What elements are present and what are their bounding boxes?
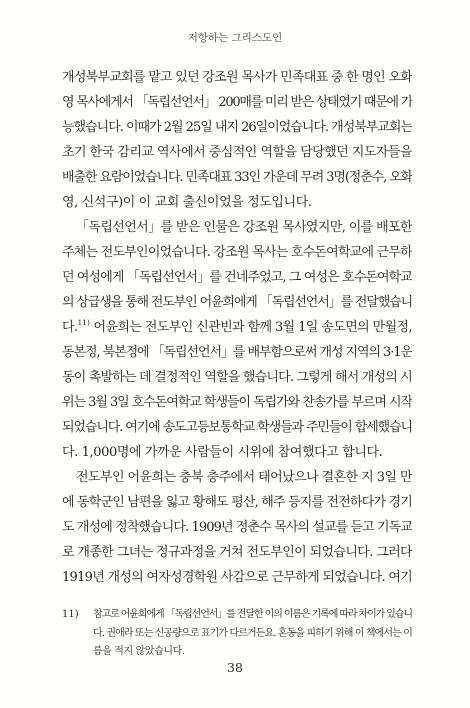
body-line: 로 개종한 그녀는 정규과정을 거쳐 전도부인이 되었습니다. 그러다 bbox=[62, 545, 412, 560]
paragraph bbox=[62, 465, 412, 590]
body-line: 다. 1,000명에 가까운 사람들이 시위에 참여했다고 합니다. bbox=[62, 445, 383, 460]
footnote-line: 다. 권애라 또는 신공량으로 표기가 다르거든요. 혼동을 피하기 위해 이 책에서는 이 bbox=[93, 627, 412, 639]
body-line-text: 어윤희는 전도부인 신관빈과 함께 3월 1일 송도면의 만월정, bbox=[89, 320, 412, 335]
body-line: 영, 신석구)이 이 교회 출신이었을 정도입니다. bbox=[62, 195, 312, 210]
footnote-reference: 11) bbox=[77, 318, 90, 327]
body-line: 의 상급생을 통해 전도부인 어윤희에게 「독립선언서」를 전달했습니 bbox=[62, 295, 412, 310]
footnote-line: 름을 적지 않았습니다. bbox=[93, 646, 185, 657]
footnote bbox=[62, 606, 412, 662]
body-line-text: 다. bbox=[62, 320, 78, 335]
body-line bbox=[62, 315, 412, 340]
running-header: 저항하는 그리스도인 bbox=[187, 32, 283, 44]
body-line: 위는 3월 3일 호수돈여학교 학생들이 독립가와 찬송가를 부르며 시작 bbox=[62, 395, 412, 410]
body-line: 되었습니다. 여기에 송도고등보통학교 학생들과 주민들이 합세했습니 bbox=[62, 420, 412, 435]
body-line: 영 목사에게서 「독립선언서」 200매를 미리 받은 상태였기 때문에 가 bbox=[62, 95, 412, 110]
body-line: 동이 촉발하는 데 결정적인 역할을 했습니다. 그렇게 해서 개성의 시 bbox=[62, 370, 412, 385]
page-number: 38 bbox=[227, 660, 243, 675]
footnote-marker: 11) bbox=[62, 609, 79, 620]
body-line: 배출한 요람이었습니다. 민족대표 33인 가운데 무려 3명(정춘수, 오화 bbox=[62, 170, 412, 185]
body-line: 전도부인 어윤희는 충북 충주에서 태어났으나 결혼한 지 3일 만 bbox=[76, 470, 412, 485]
body-text bbox=[62, 65, 412, 590]
paragraph bbox=[62, 65, 412, 215]
body-line: 1919년 개성의 여자성경학원 사감으로 근무하게 되었습니다. 여기 bbox=[62, 570, 412, 585]
footnote-text bbox=[93, 606, 412, 662]
body-line: 능했습니다. 이때가 2월 25일 내지 26일이었습니다. 개성북부교회는 bbox=[62, 120, 412, 135]
body-line: 주체는 전도부인이었습니다. 강조원 목사는 호수돈여학교에 근무하 bbox=[62, 245, 412, 260]
body-line: 에 동학군인 남편을 잃고 황해도 평산, 해주 등지를 전전하다가 경기 bbox=[62, 495, 412, 510]
body-line: 동본정, 북본정에 「독립선언서」를 배부함으로써 개성 지역의 3·1운 bbox=[62, 345, 412, 360]
body-line: 개성북부교회를 맡고 있던 강조원 목사가 민족대표 중 한 명인 오화 bbox=[62, 70, 412, 85]
body-line: 초기 한국 감리교 역사에서 중심적인 역할을 담당했던 지도자들을 bbox=[62, 145, 412, 160]
body-line: 「독립선언서」를 받은 인물은 강조원 목사였지만, 이를 배포한 bbox=[76, 220, 412, 235]
body-line: 던 여성에게 「독립선언서」를 건네주었고, 그 여성은 호수돈여학교 bbox=[62, 270, 412, 285]
body-line: 도 개성에 정착했습니다. 1909년 정춘수 목사의 설교를 듣고 기독교 bbox=[62, 520, 412, 535]
paragraph bbox=[62, 215, 412, 465]
footnote-line: 참고로 어윤희에게 「독립선언서」를 전달한 이의 이름은 기록에 따라 차이가 있습니 bbox=[93, 609, 412, 620]
